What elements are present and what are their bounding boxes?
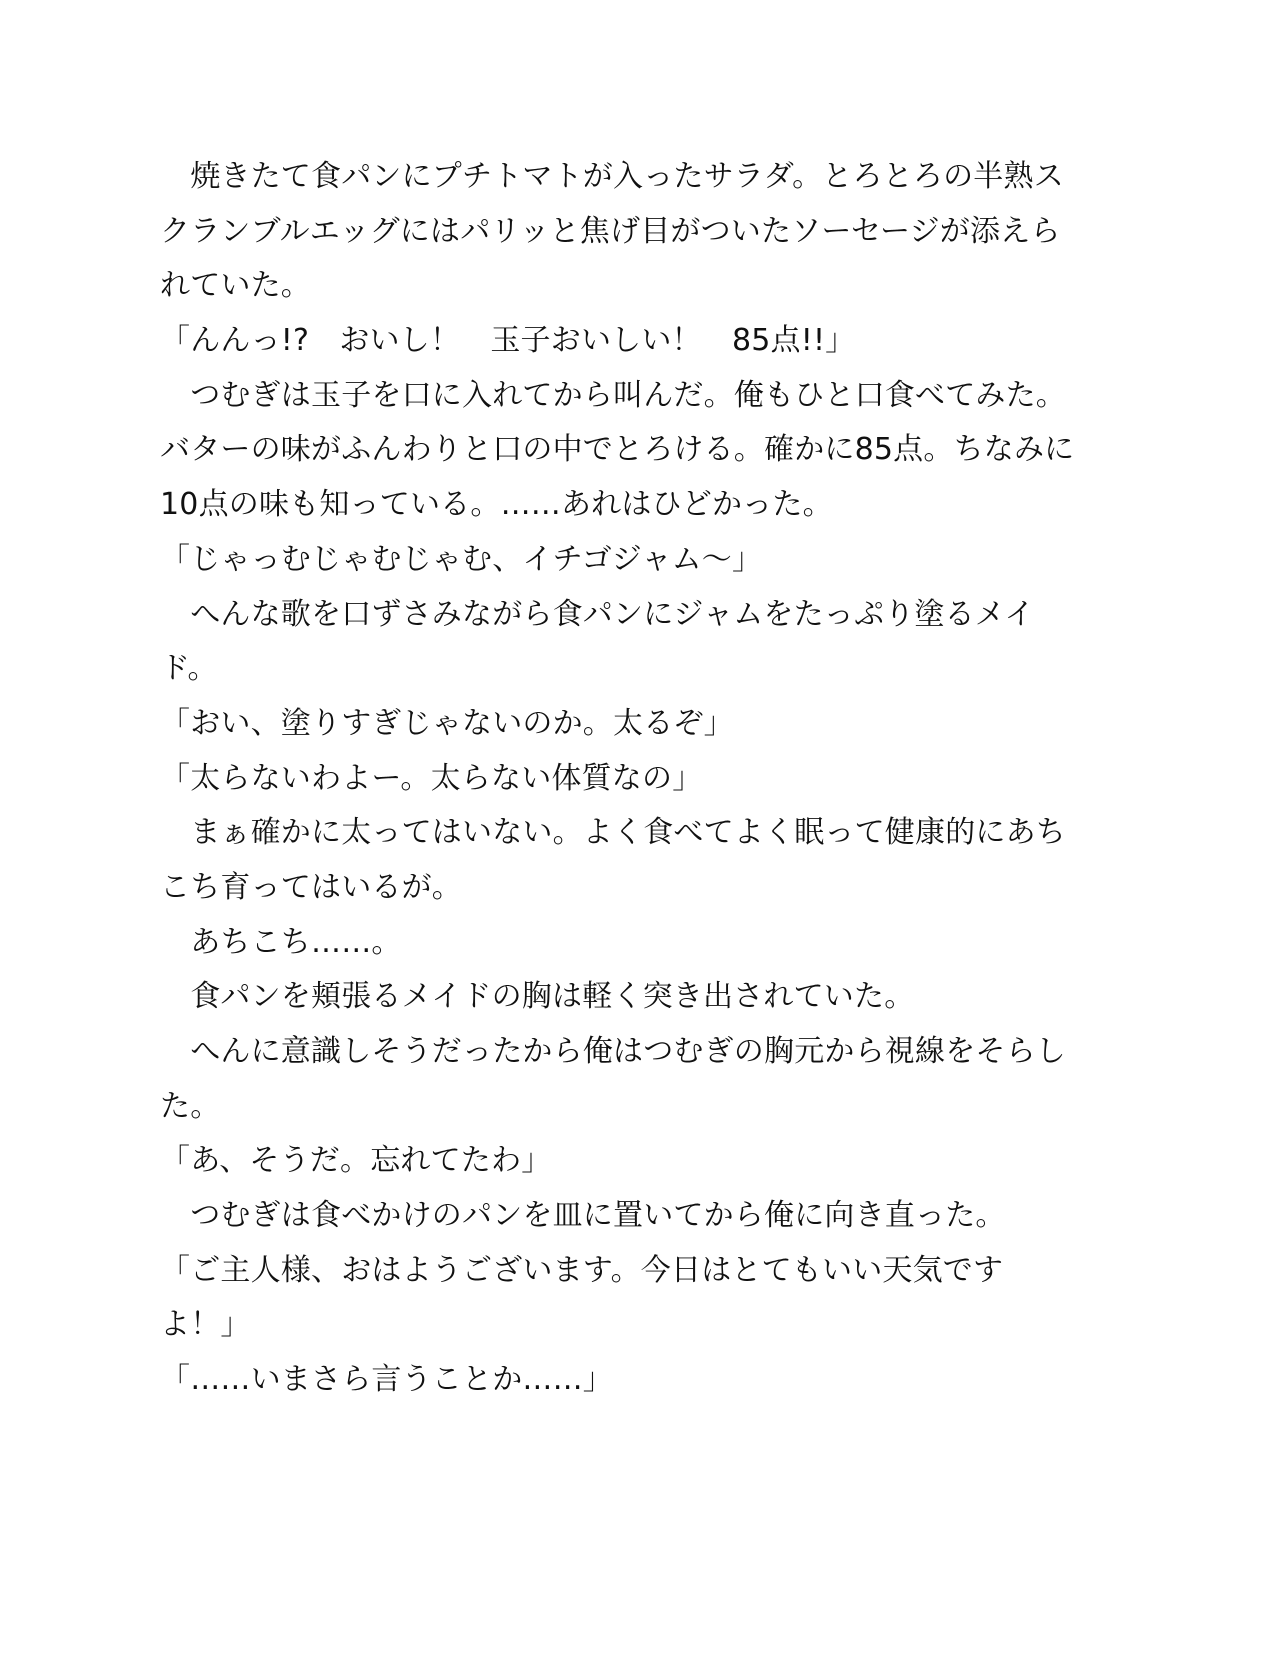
text-line: 「あ、そうだ。忘れてたわ」: [160, 1143, 552, 1179]
text-line: まぁ確かに太ってはいない。よく食べてよく眠って健康的にあち: [160, 815, 1066, 851]
text-line: よ！」: [160, 1307, 251, 1343]
text-line: つむぎは玉子を口に入れてから叫んだ。俺もひと口食べてみた。: [160, 377, 1066, 413]
text-line: へんに意識しそうだったから俺はつむぎの胸元から視線をそらし: [160, 1034, 1066, 1069]
novel-text: [160, 150, 1120, 1408]
text-line: 「太らないわよー。太らない体質なの」: [160, 760, 703, 796]
text-line: た。: [160, 1088, 221, 1124]
text-line: ド。: [160, 651, 218, 687]
text-line: 「おい、塗りすぎじゃないのか。太るぞ」: [160, 705, 734, 741]
text-line: 「ご主人様、おはようございます。今日はとてもいい天気です: [160, 1252, 1004, 1288]
text-line: れていた。: [160, 268, 311, 304]
text-line: こち育ってはいるが。: [160, 869, 462, 905]
text-line: 食パンを頬張るメイドの胸は軽く突き出されていた。: [160, 979, 915, 1015]
text-line: クランブルエッグにはパリッと焦げ目がついたソーセージが添えら: [160, 213, 1061, 249]
text-line: へんな歌を口ずさみながら食パンにジャムをたっぷり塗るメイ: [160, 596, 1035, 632]
text-line: あちこち……。: [160, 924, 402, 960]
text-line: 「じゃっむじゃむじゃむ、イチゴジャム～」: [160, 541, 763, 577]
text-line: 10点の味も知っている。……あれはひどかった。: [160, 487, 833, 523]
text-line: 「んんっ!? おいし！ 玉子おいしい！ 85点!!」: [160, 323, 856, 359]
text-line: つむぎは食べかけのパンを皿に置いてから俺に向き直った。: [160, 1198, 1006, 1234]
text-line: 「……いまさら言うことか……」: [160, 1362, 613, 1398]
text-line: 焼きたて食パンにプチトマトが入ったサラダ。とろとろの半熟ス: [160, 159, 1064, 194]
text-line: バターの味がふんわりと口の中でとろける。確かに85点。ちなみに: [160, 432, 1075, 468]
